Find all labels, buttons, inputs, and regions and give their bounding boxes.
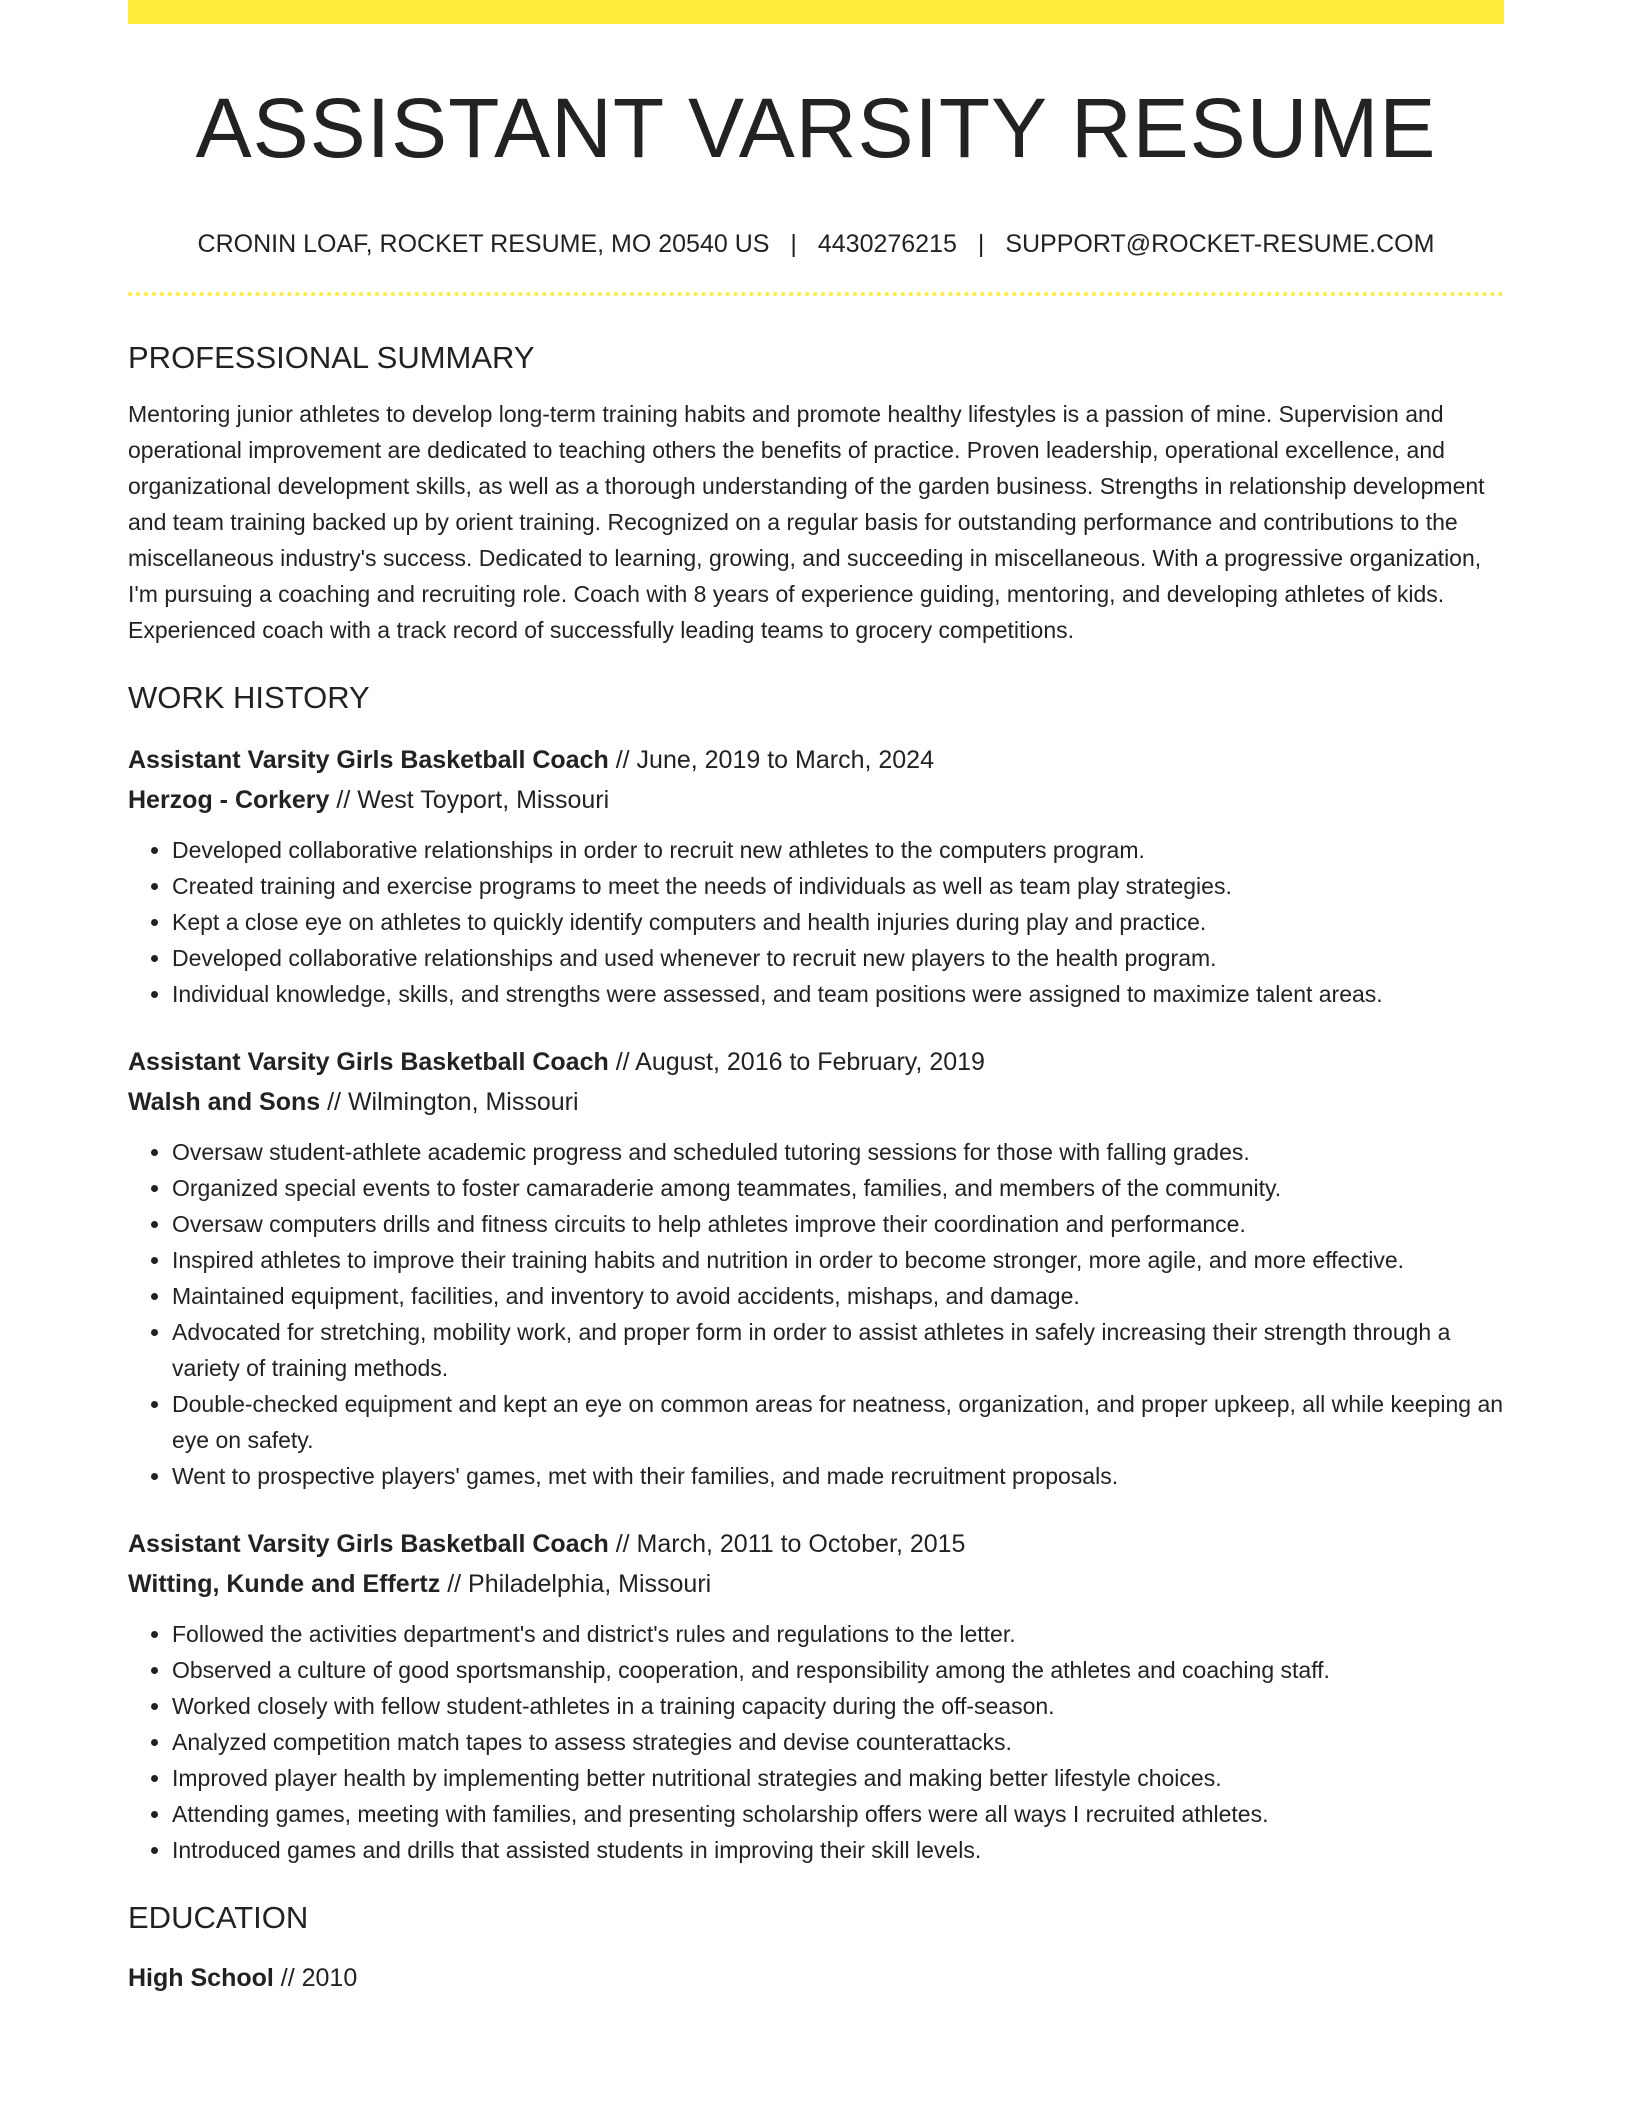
list-item: • Worked closely with fellow student-athletes in a training capacity during the off-season. — [172, 1688, 1504, 1724]
job-role: Assistant Varsity Girls Basketball Coach — [128, 746, 609, 774]
list-item: • Oversaw computers drills and fitness circuits to help athletes improve their coordination and performance. — [172, 1206, 1504, 1242]
job-dates: // March, 2011 to October, 2015 — [608, 1530, 966, 1558]
education-degree: High School — [128, 1964, 274, 1992]
list-item: • Followed the activities department's and district's rules and regulations to the letter. — [172, 1616, 1504, 1652]
job-company: Walsh and Sons — [128, 1088, 321, 1116]
list-item: • Went to prospective players' games, met with their families, and made recruitment proposals. — [172, 1458, 1504, 1494]
education-heading: EDUCATION — [128, 1900, 309, 1935]
contact-separator: | — [977, 230, 985, 258]
job-dates: // June, 2019 to March, 2024 — [608, 746, 934, 774]
summary-heading: PROFESSIONAL SUMMARY — [128, 340, 535, 375]
contact-address: CRONIN LOAF, ROCKET RESUME, MO 20540 US — [197, 230, 770, 258]
list-item: • Oversaw student-athlete academic progress and scheduled tutoring sessions for those with falling grades. — [172, 1134, 1504, 1170]
job-title-line — [128, 1524, 1504, 1564]
job-company-line — [128, 1082, 1504, 1122]
list-item: • Introduced games and drills that assisted students in improving their skill levels. — [172, 1832, 1504, 1868]
list-item: • Maintained equipment, facilities, and inventory to avoid accidents, mishaps, and damage. — [172, 1278, 1504, 1314]
job-location: // Philadelphia, Missouri — [440, 1570, 712, 1598]
list-item: • Individual knowledge, skills, and strengths were assessed, and team positions were assigned to maximize talent areas. — [172, 976, 1504, 1012]
job-role: Assistant Varsity Girls Basketball Coach — [128, 1048, 609, 1076]
education-year: // 2010 — [273, 1964, 358, 1992]
job-entry — [128, 1524, 1504, 1868]
list-item: • Analyzed competition match tapes to assess strategies and devise counterattacks. — [172, 1724, 1504, 1760]
contact-line — [128, 228, 1504, 260]
list-item: • Created training and exercise programs to meet the needs of individuals as well as team play strategies. — [172, 868, 1504, 904]
job-company: Witting, Kunde and Effertz — [128, 1570, 441, 1598]
list-item: • Organized special events to foster camaraderie among teammates, families, and members of the community. — [172, 1170, 1504, 1206]
list-item: • Observed a culture of good sportsmanship, cooperation, and responsibility among the athletes and coaching staff. — [172, 1652, 1504, 1688]
job-bullets — [128, 832, 1504, 1012]
job-company-line — [128, 780, 1504, 820]
list-item: • Attending games, meeting with families, and presenting scholarship offers were all ways I recruited athletes. — [172, 1796, 1504, 1832]
list-item: • Developed collaborative relationships in order to recruit new athletes to the computers program. — [172, 832, 1504, 868]
job-dates: // August, 2016 to February, 2019 — [608, 1048, 985, 1076]
job-title-line — [128, 740, 1504, 780]
education-entry — [128, 1958, 1504, 1998]
list-item: • Improved player health by implementing better nutritional strategies and making better lifestyle choices. — [172, 1760, 1504, 1796]
job-location: // Wilmington, Missouri — [320, 1088, 579, 1116]
list-item: • Double-checked equipment and kept an eye on common areas for neatness, organization, and proper upkeep, all while keeping an eye on safety. — [172, 1386, 1504, 1458]
job-bullets — [128, 1616, 1504, 1868]
job-company-line — [128, 1564, 1504, 1604]
list-item: • Developed collaborative relationships and used whenever to recruit new players to the health program. — [172, 940, 1504, 976]
resume-title: ASSISTANT VARSITY RESUME — [195, 81, 1437, 175]
work-history-heading: WORK HISTORY — [128, 680, 370, 715]
list-item: • Kept a close eye on athletes to quickly identify computers and health injuries during play and practice. — [172, 904, 1504, 940]
dotted-divider — [128, 292, 1504, 296]
job-entry — [128, 740, 1504, 1012]
top-accent-bar — [128, 0, 1504, 24]
resume-page — [128, 0, 1504, 1998]
job-location: // West Toyport, Missouri — [329, 786, 610, 814]
contact-separator: | — [790, 230, 797, 258]
list-item: • Advocated for stretching, mobility work, and proper form in order to assist athletes in safely increasing their strength through a variety of training methods. — [172, 1314, 1504, 1386]
contact-phone[interactable]: 4430276215 — [817, 230, 957, 258]
summary-text: Mentoring junior athletes to develop long-term training habits and promote healthy lifestyles is a passion of mine. Supervision and operational improvement are dedicated to teaching others the benefits of practice. Proven leadership, operational excellence, and organizational development skills, as well as a thorough understanding of the garden business. Strengths in relationship development and team training backed up by orient training. Recognized on a regular basis for outstanding performance and contributions to the miscellaneous industry's success. Dedicated to learning, growing, and succeeding in miscellaneous. With a progressive organization, I'm pursuing a coaching and recruiting role. Coach with 8 years of experience guiding, mentoring, and developing athletes of kids. Experienced coach with a track record of successfully leading teams to grocery competitions. — [128, 401, 1485, 643]
job-role: Assistant Varsity Girls Basketball Coach — [128, 1530, 609, 1558]
job-bullets — [128, 1134, 1504, 1494]
job-entry — [128, 1042, 1504, 1494]
job-title-line — [128, 1042, 1504, 1082]
job-company: Herzog - Corkery — [128, 786, 330, 814]
list-item: • Inspired athletes to improve their training habits and nutrition in order to become stronger, more agile, and more effective. — [172, 1242, 1504, 1278]
contact-email[interactable]: SUPPORT@ROCKET-RESUME.COM — [1005, 230, 1435, 258]
